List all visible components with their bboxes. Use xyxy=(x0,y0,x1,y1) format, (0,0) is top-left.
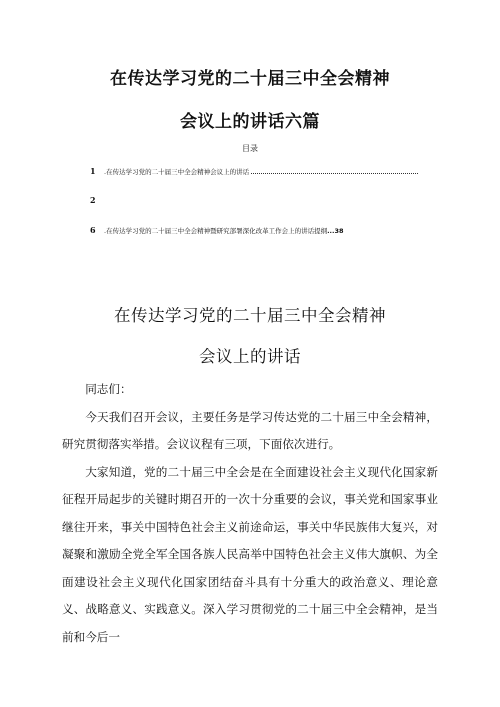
toc-entry-text: .在传达学习党的二十届三中全会精神会议上的讲话 xyxy=(104,168,250,176)
toc-entry-number: 6 xyxy=(90,225,96,235)
paragraph-2: 大家知道，党的二十届三中全会是在全面建设社会主义现代化国家新征程开局起步的关键时期召开的一次十分重要的会议，事关党和国家事业继往开来，事关中国特色社会主义前途命运，事关中华民族伟大复兴，对凝聚和激励全党全军全国各族人民高举中国特色社会主义伟大旗帜、为全面建设社会主义现代化国家团结奋斗具有十分重大的政治意义、理论意义、战略意义、实践意义。深入学习贯彻党的二十届三中全会精神，是当前和今后一 xyxy=(62,464,438,644)
paragraph-1: 今天我们召开会议，主要任务是学习传达党的二十届三中全会精神，研究贯彻落实举措。会议议程有三项，下面依次进行。 xyxy=(62,409,438,451)
toc-entry-text: .在传达学习党的二十届三中全会精神暨研究部署深化改革工作会上的讲话提纲 xyxy=(104,227,328,235)
document-title-line1: 在传达学习党的二十届三中全会精神 xyxy=(110,69,390,89)
speech-body xyxy=(62,376,438,651)
toc-heading: 目录 xyxy=(242,144,258,153)
section-title-line2: 会议上的讲话 xyxy=(199,347,301,366)
toc-entry-2[interactable] xyxy=(90,195,420,205)
section-title-line1: 在传达学习党的二十届三中全会精神 xyxy=(114,306,386,325)
toc-entry-1[interactable] xyxy=(90,166,420,176)
toc-entry-number: 1 xyxy=(90,166,96,176)
document-title-line2: 会议上的讲话六篇 xyxy=(180,112,320,132)
salutation: 同志们： xyxy=(85,382,132,396)
toc-entry-6[interactable] xyxy=(90,225,420,235)
toc-entry-page: ...38 xyxy=(327,227,344,235)
toc-dot-leader xyxy=(251,168,418,174)
toc-entry-number: 2 xyxy=(90,195,96,205)
